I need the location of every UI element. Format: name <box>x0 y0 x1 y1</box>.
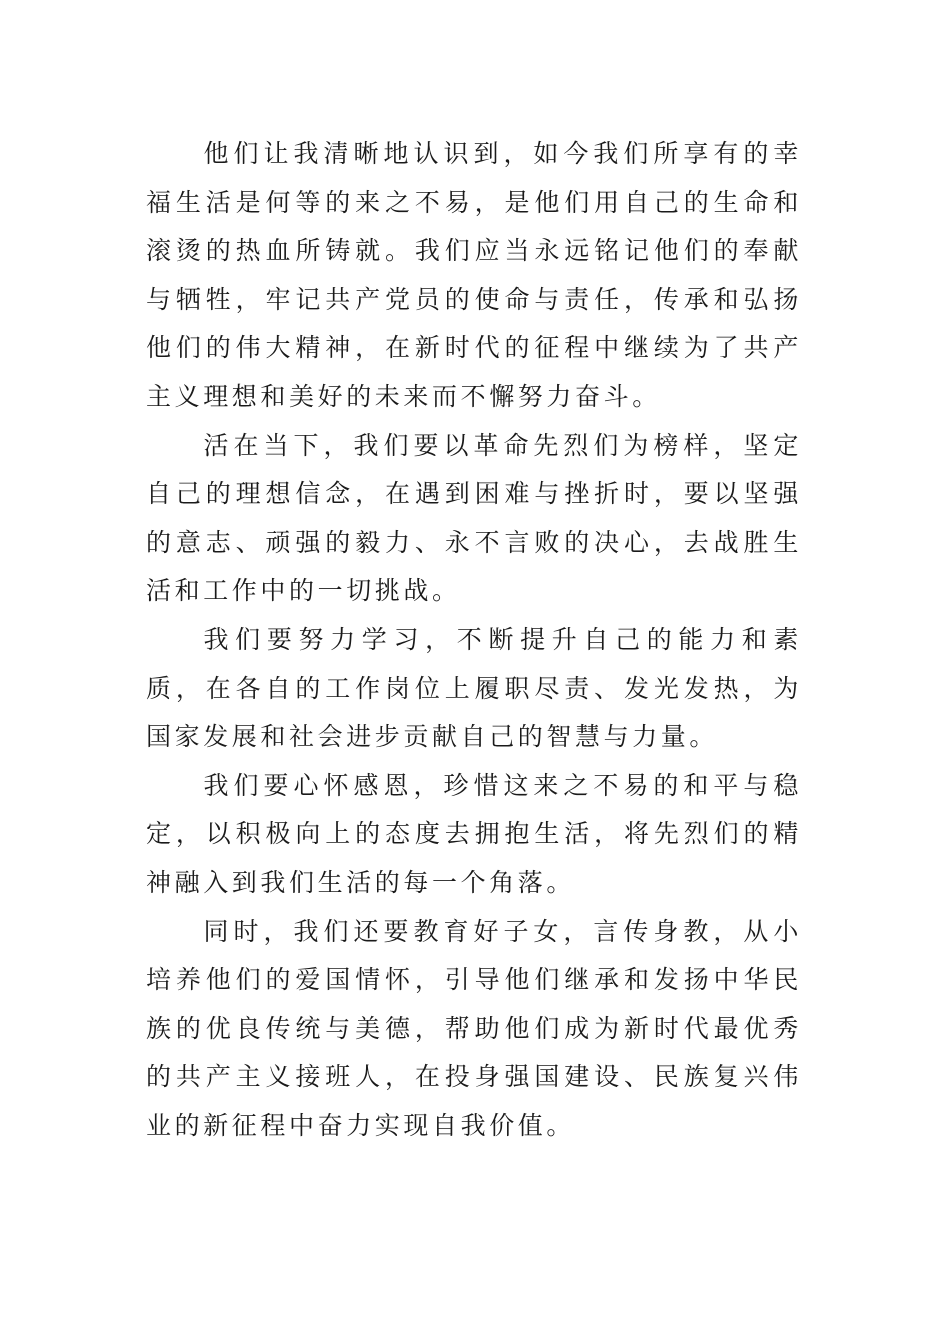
paragraph-2: 活在当下，我们要以革命先烈们为榜样，坚定自己的理想信念，在遇到困难与挫折时，要以坚强的意志、顽强的毅力、永不言败的决心，去战胜生活和工作中的一切挑战。 <box>146 430 802 606</box>
paragraph-5: 同时，我们还要教育好子女，言传身教，从小培养他们的爱国情怀，引导他们继承和发扬中华民族的优良传统与美德，帮助他们成为新时代最优秀的共产主义接班人，在投身强国建设、民族复兴伟业的新征程中奋力实现自我价值。 <box>146 916 802 1140</box>
paragraph-3: 我们要努力学习，不断提升自己的能力和素质，在各自的工作岗位上履职尽责、发光发热，为国家发展和社会进步贡献自己的智慧与力量。 <box>146 624 802 752</box>
document-body <box>146 130 802 1150</box>
paragraph-4: 我们要心怀感恩，珍惜这来之不易的和平与稳定，以积极向上的态度去拥抱生活，将先烈们的精神融入到我们生活的每一个角落。 <box>146 770 802 897</box>
paragraph-1: 他们让我清晰地认识到，如今我们所享有的幸福生活是何等的来之不易，是他们用自己的生命和滚烫的热血所铸就。我们应当永远铭记他们的奉献与牺牲，牢记共产党员的使命与责任，传承和弘扬他们的伟大精神，在新时代的征程中继续为了共产主义理想和美好的未来而不懈努力奋斗。 <box>146 139 802 411</box>
